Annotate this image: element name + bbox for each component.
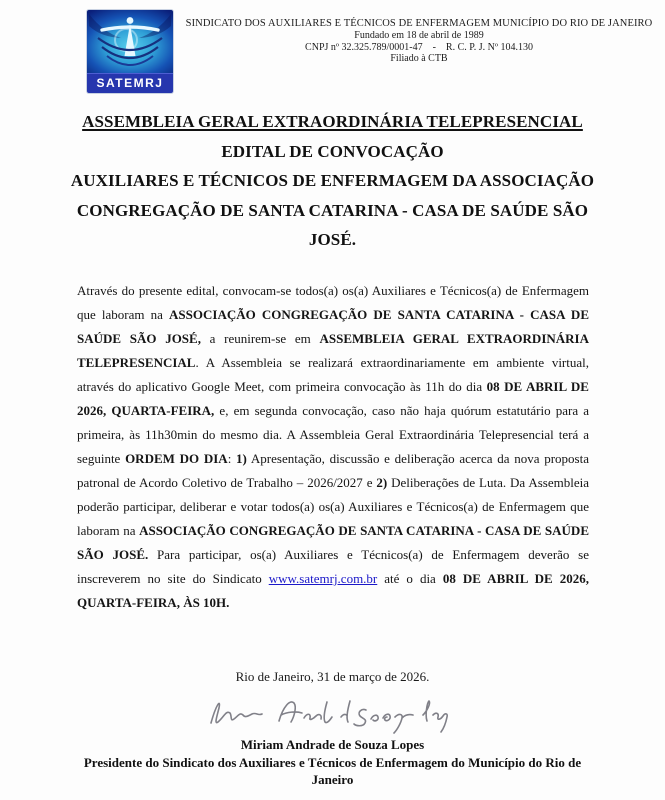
body-text-run: e, em segunda convocação, caso não haja quórum estatutário para a primeira, às 11h30min do mesmo dia. A Assembleia Geral Extraordinária Telepresencial terá a seguinte bbox=[77, 403, 589, 466]
handwritten-signature bbox=[203, 691, 453, 735]
body-text-run: ASSOCIAÇÃO CONGREGAÇÃO DE SANTA CATARINA - CASA DE SAÚDE SÃO JOSÉ, bbox=[77, 307, 589, 346]
body-text-run: . A Assembleia se realizará extraordinariamente em ambiente virtual, através do aplicativo Google Meet, com primeira convocação às 11h do dia bbox=[77, 355, 589, 394]
logo-text: SATEMRJ bbox=[87, 73, 173, 93]
body-text-run: Através do presente edital, convocam-se todos(a) os(a) Auxiliares e Técnicos(a) de Enfermagem que laboram na bbox=[77, 283, 589, 322]
body-text-run: : bbox=[227, 451, 237, 466]
title-edital-line: EDITAL DE CONVOCAÇÃO bbox=[221, 141, 444, 161]
body-text-run: a reunirem-se em bbox=[200, 331, 320, 346]
satemrj-logo bbox=[87, 10, 173, 93]
signer-role: Presidente do Sindicato dos Auxiliares e Técnicos de Enfermagem do Município do Rio de Janeiro bbox=[83, 755, 582, 787]
signer-name: Miriam Andrade de Souza Lopes bbox=[240, 737, 425, 752]
body-text-run: 08 DE ABRIL DE 2026, QUARTA-FEIRA, ÀS 10H. bbox=[77, 571, 589, 610]
body-text-run: até o dia bbox=[377, 571, 443, 586]
satemrj-website-link[interactable]: www.satemrj.com.br bbox=[268, 571, 378, 586]
body-text-run: ORDEM DO DIA bbox=[125, 451, 228, 466]
letterhead-text bbox=[175, 17, 663, 65]
body-text-run: 08 DE ABRIL DE 2026, QUARTA-FEIRA, bbox=[77, 379, 589, 418]
body-text-run: 2) bbox=[376, 475, 388, 490]
christ-redeemer-emblem-icon bbox=[87, 10, 173, 73]
body-paragraph bbox=[77, 279, 589, 615]
founded-line: Fundado em 18 de abril de 1989 bbox=[354, 30, 484, 41]
body-text-run: Deliberações de Luta. Da Assembleia poderão participar, deliberar e votar todos(a) os(a) Auxiliares e Técnicos(a) de Enfermagem que laboram na bbox=[77, 475, 589, 538]
signature-ink-icon bbox=[203, 691, 453, 735]
date-line: Rio de Janeiro, 31 de março de 2026. bbox=[235, 669, 430, 684]
body-text-run: ASSEMBLEIA GERAL EXTRAORDINÁRIA TELEPRESENCIAL bbox=[77, 331, 589, 370]
title-assembly-line: ASSEMBLEIA GERAL EXTRAORDINÁRIA TELEPRESENCIAL bbox=[82, 112, 583, 131]
body-text-run: Para participar, os(a) Auxiliares e Técnicos(a) de Enfermagem deverão se inscreverem no site do Sindicato bbox=[77, 547, 590, 586]
title-audience-line: AUXILIARES E TÉCNICOS DE ENFERMAGEM DA ASSOCIAÇÃO CONGREGAÇÃO DE SANTA CATARINA - CASA DE SAÚDE SÃO JOSÉ. bbox=[70, 171, 595, 249]
body-text-run: Apresentação, discussão e deliberação acerca da nova proposta patronal de Acordo Coletivo de Trabalho – 2026/2027 e bbox=[77, 451, 589, 490]
body-text-run: ASSOCIAÇÃO CONGREGAÇÃO DE SANTA CATARINA - CASA DE SAÚDE SÃO JOSÉ. bbox=[77, 523, 589, 562]
document-title-block bbox=[60, 107, 605, 255]
body-text-run: 1) bbox=[236, 451, 247, 466]
affiliation-line: Filiado à CTB bbox=[390, 53, 448, 64]
org-name: SINDICATO DOS AUXILIARES E TÉCNICOS DE ENFERMAGEM MUNICÍPIO DO RIO DE JANEIRO bbox=[185, 18, 653, 29]
registration-line: CNPJ nº 32.325.789/0001-47 - R. C. P. J. Nº 104.130 bbox=[305, 41, 533, 53]
signoff-block bbox=[74, 736, 592, 788]
